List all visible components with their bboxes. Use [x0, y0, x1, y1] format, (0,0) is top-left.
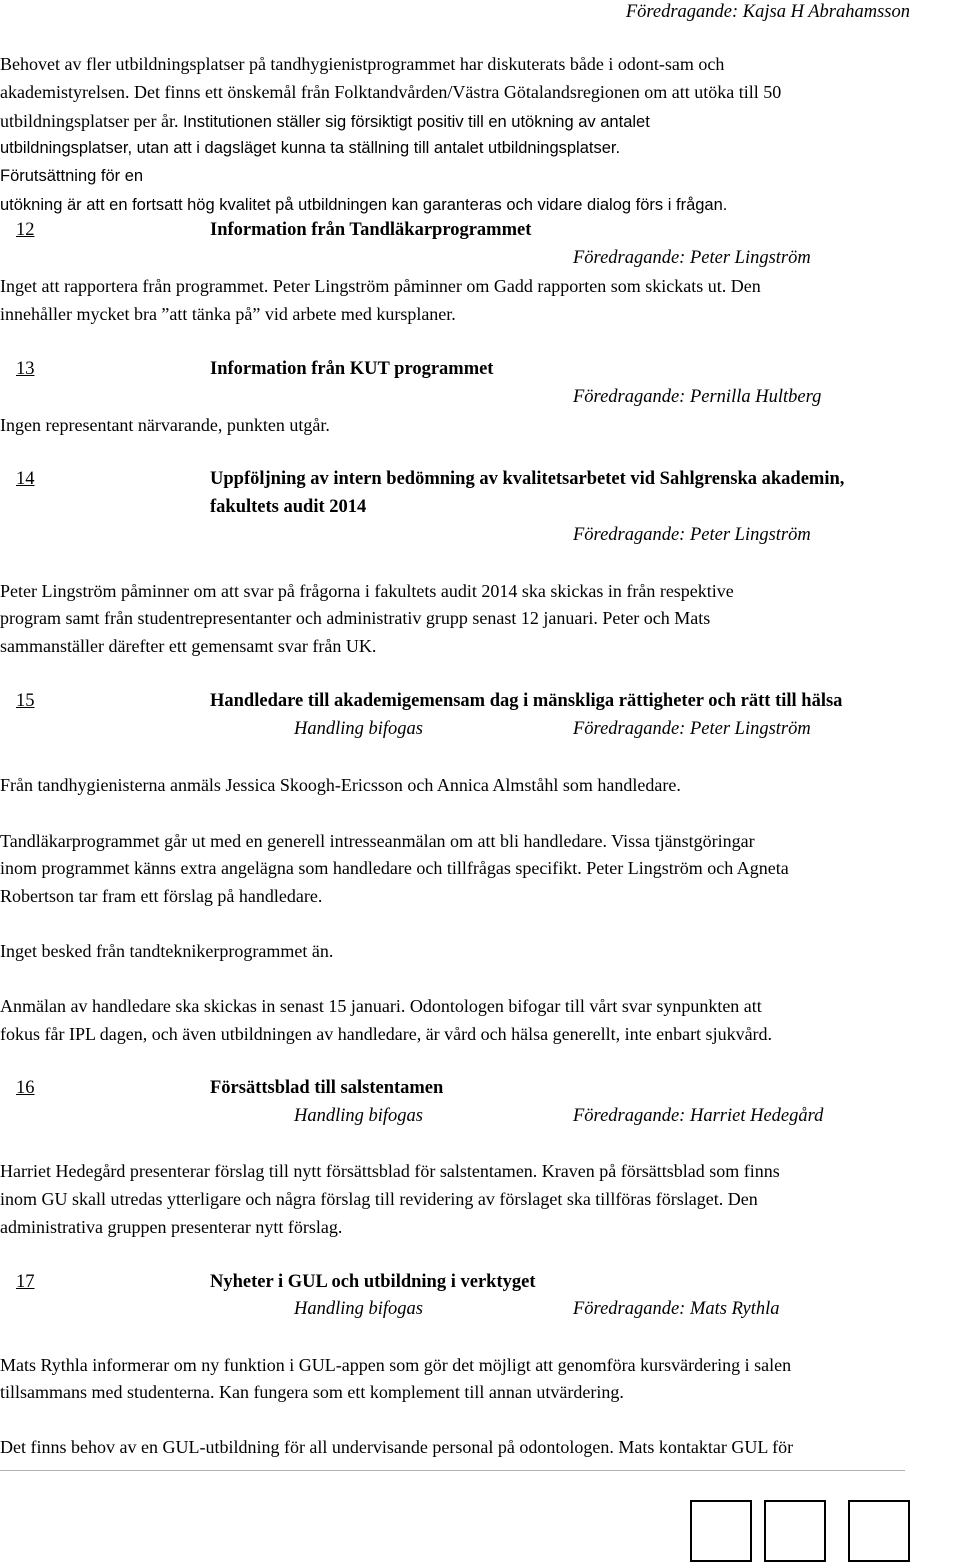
- section-number: 16: [16, 1078, 35, 1098]
- intro-line-7: [0, 190, 727, 219]
- section-body-line: Peter Lingström påminner om att svar på frågorna i fakultets audit 2014 ska skickas in från respektive: [0, 581, 734, 601]
- intro-text: Institutionen ställer sig försiktigt positiv till en utökning av antalet: [182, 113, 650, 131]
- section-title-continued: fakultets audit 2014: [210, 497, 367, 517]
- section-presenter: Föredragande: Peter Lingström: [573, 248, 811, 268]
- section-body-line: Ingen representant närvarande, punkten utgår.: [0, 415, 330, 435]
- section-body-line: Inget besked från tandteknikerprogrammet än.: [0, 941, 334, 961]
- signature-box: [690, 1500, 752, 1562]
- section-number: 13: [16, 359, 35, 379]
- section-body-line: inom programmet känns extra angelägna som handledare och tillfrågas specifikt. Peter Lingström och Agneta: [0, 858, 789, 878]
- intro-text: utbildningsplatser per år.: [0, 111, 179, 131]
- section-presenter: Föredragande: Peter Lingström: [573, 525, 811, 545]
- section-body-line: Från tandhygienisterna anmäls Jessica Skoogh-Ericsson och Annica Almståhl som handledare.: [0, 775, 681, 795]
- section-title: Uppföljning av intern bedömning av kvalitetsarbetet vid Sahlgrenska akademin,: [210, 469, 845, 489]
- page-presenter: Föredragande: Kajsa H Abrahamsson: [625, 2, 910, 22]
- section-body-line: Mats Rythla informerar om ny funktion i GUL-appen som gör det möjligt att genomföra kursvärdering i salen: [0, 1355, 792, 1375]
- intro-line: Behovet av fler utbildningsplatser på tandhygienistprogrammet har diskuterats både i odont-sam och: [0, 54, 725, 74]
- section-body-line: program samt från studentrepresentanter och administrativ grupp senast 12 januari. Peter och Mats: [0, 608, 711, 628]
- footer-divider: [0, 1470, 905, 1471]
- section-body-line: Tandläkarprogrammet går ut med en generell intresseanmälan om att bli handledare. Vissa tjänstgöringar: [0, 831, 755, 851]
- section-body-line: fokus får IPL dagen, och även utbildningen av handledare, är vård och hälsa generellt, inte enbart sjukvård.: [0, 1024, 773, 1044]
- attachment-note: Handling bifogas: [294, 719, 423, 739]
- section-body-line: innehåller mycket bra ”att tänka på” vid arbete med kursplaner.: [0, 304, 456, 324]
- section-body-line: Det finns behov av en GUL-utbildning för all undervisande personal på odontologen. Mats kontaktar GUL för: [0, 1437, 794, 1457]
- section-title: Information från Tandläkarprogrammet: [210, 220, 532, 240]
- section-body-line: sammanställer därefter ett gemensamt svar från UK.: [0, 636, 377, 656]
- section-number: 14: [16, 469, 35, 489]
- section-presenter: Föredragande: Pernilla Hultberg: [573, 387, 822, 407]
- intro-line-3: [0, 107, 650, 136]
- intro-text: utökning är att en fortsatt hög kvalitet på utbildningen kan garanteras och vidare dialog förs i frågan.: [0, 196, 728, 214]
- section-title: Information från KUT programmet: [210, 359, 494, 379]
- section-body-line: Inget att rapportera från programmet. Peter Lingström påminner om Gadd rapporten som skickats ut. Den: [0, 276, 761, 296]
- attachment-note: Handling bifogas: [294, 1106, 423, 1126]
- section-presenter: Föredragande: Peter Lingström: [573, 719, 811, 739]
- intro-text: Förutsättning för en: [0, 167, 144, 185]
- intro-line: utbildningsplatser, utan att i dagsläget kunna ta ställning till antalet utbildningsplatser.: [0, 139, 621, 157]
- section-body-line: Robertson tar fram ett förslag på handledare.: [0, 886, 323, 906]
- section-number: 15: [16, 691, 35, 711]
- section-number: 17: [16, 1272, 35, 1292]
- section-presenter: Föredragande: Mats Rythla: [573, 1299, 780, 1319]
- intro-line: akademistyrelsen. Det finns ett önskemål från Folktandvården/Västra Götalandsregionen om att utöka till 50: [0, 82, 782, 102]
- section-body-line: inom GU skall utredas ytterligare och några förslag till revidering av förslaget ska tillföras förslaget. Den: [0, 1189, 758, 1209]
- signature-box: [848, 1500, 910, 1562]
- signature-box: [764, 1500, 826, 1562]
- section-title: Handledare till akademigemensam dag i mänskliga rättigheter och rätt till hälsa: [210, 691, 843, 711]
- intro-line-6: [0, 161, 143, 190]
- attachment-note: Handling bifogas: [294, 1299, 423, 1319]
- section-presenter: Föredragande: Harriet Hedegård: [573, 1106, 824, 1126]
- section-body-line: administrativa gruppen presenterar nytt förslag.: [0, 1217, 343, 1237]
- section-title: Nyheter i GUL och utbildning i verktyget: [210, 1272, 536, 1292]
- section-body-line: tillsammans med studenterna. Kan fungera som ett komplement till annan utvärdering.: [0, 1382, 624, 1402]
- section-title: Försättsblad till salstentamen: [210, 1078, 444, 1098]
- section-number: 12: [16, 220, 35, 240]
- section-body-line: Anmälan av handledare ska skickas in senast 15 januari. Odontologen bifogar till vårt svar synpunkten att: [0, 996, 762, 1016]
- section-body-line: Harriet Hedegård presenterar förslag till nytt försättsblad för salstentamen. Kraven på försättsblad som finns: [0, 1161, 780, 1181]
